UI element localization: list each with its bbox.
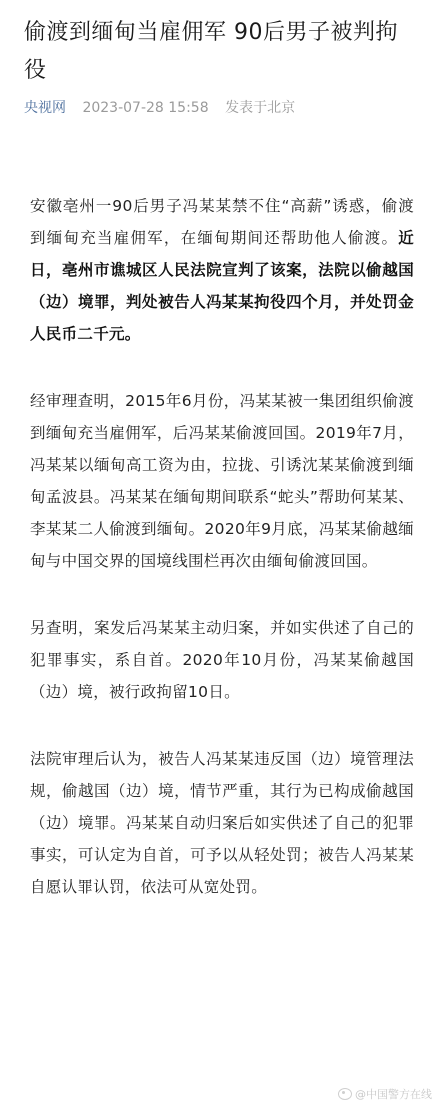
paragraph-bold-text: 近日，亳州市谯城区人民法院宣判了该案，法院以偷越国（边）境罪，判处被告人冯某某拘役四个月，并处罚金人民币二千元。	[30, 229, 414, 343]
article-body	[30, 190, 414, 938]
paragraph-3	[30, 612, 414, 708]
paragraph-4	[30, 743, 414, 903]
publish-time: 2023-07-28 15:58	[82, 100, 209, 116]
paragraph-text: 另查明，案发后冯某某主动归案，并如实供述了自己的犯罪事实，系自首。2020年10月份，冯某某偷越国（边）境，被行政拘留10日。	[30, 619, 414, 701]
article-meta	[24, 96, 295, 120]
publish-location: 发表于北京	[225, 100, 296, 116]
watermark-text: @中国警方在线	[355, 1088, 432, 1101]
paragraph-text: 法院审理后认为，被告人冯某某违反国（边）境管理法规，偷越国（边）境，情节严重，其行为已构成偷越国（边）境罪。冯某某自动归案后如实供述了自己的犯罪事实，可认定为自首，可予以从轻处罚；被告人冯某某自愿认罪认罚，依法可从宽处罚。	[30, 750, 414, 896]
source-link[interactable]: 央视网	[24, 100, 66, 116]
paragraph-text: 安徽亳州一90后男子冯某某禁不住“高薪”诱惑，偷渡到缅甸充当雇佣军，在缅甸期间还帮助他人偷渡。	[30, 197, 414, 247]
watermark	[338, 1086, 432, 1102]
article-title: 偷渡到缅甸当雇佣军 90后男子被判拘役	[24, 20, 398, 83]
paragraph-1	[30, 190, 414, 350]
paragraph-text: 经审理查明，2015年6月份，冯某某被一集团组织偷渡到缅甸充当雇佣军，后冯某某偷渡回国。2019年7月，冯某某以缅甸高工资为由，拉拢、引诱沈某某偷渡到缅甸孟波县。冯某某在缅甸期间联系“蛇头”帮助何某某、李某某二人偷渡到缅甸。2020年9月底，冯某某偷越缅甸与中国交界的国境线围栏再次由缅甸偷渡回国。	[30, 392, 414, 570]
paragraph-2	[30, 385, 414, 577]
weibo-icon	[338, 1088, 352, 1100]
